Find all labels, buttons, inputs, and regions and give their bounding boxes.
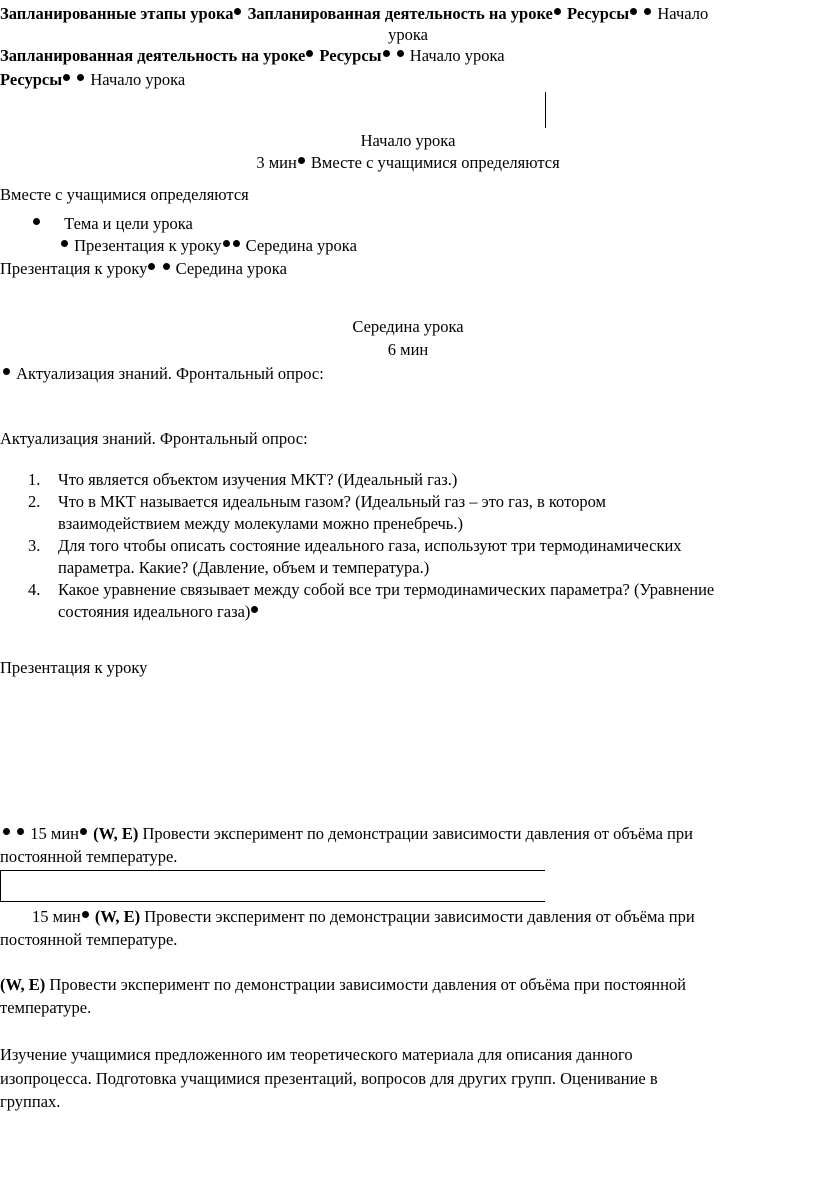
experiment-tag: (W, E)	[93, 824, 139, 843]
experiment-text: Провести эксперимент по демонстрации зависимости давления от объёма при	[142, 824, 693, 843]
header-start-word: урока	[388, 25, 428, 44]
start-text: Начало урока	[90, 70, 186, 89]
bullet-icon	[233, 240, 240, 247]
bullet-icon	[223, 240, 230, 247]
experiment-line-1	[2, 823, 693, 845]
bullet-icon	[554, 8, 561, 15]
middle-bullet-line	[2, 363, 324, 385]
question-text: состояния идеального газа)	[58, 602, 251, 621]
bullet-icon	[251, 606, 258, 613]
bullet-icon	[148, 263, 155, 270]
start-title-text: Начало урока	[360, 131, 456, 150]
list-item	[28, 579, 714, 623]
activity-title: Запланированная деятельность на уроке	[0, 46, 306, 65]
table-border	[0, 901, 545, 902]
list-item	[28, 469, 714, 491]
bullet-icon	[33, 218, 40, 225]
bullet-icon	[383, 50, 390, 57]
experiment-time: 15 мин	[30, 824, 79, 843]
header-activity-title: Запланированная деятельность на уроке	[247, 4, 553, 23]
start-activity: Вместе с учащимися определяются	[310, 153, 560, 172]
study-text: группах.	[0, 1092, 61, 1111]
header-start-text: Начало	[657, 4, 709, 23]
question-text: Какое уравнение связывает между собой все три термодинамических параметра? (Уравнение	[58, 580, 715, 599]
bullet-icon	[163, 263, 170, 270]
study-text: изопроцесса. Подготовка учащимися презентаций, вопросов для других групп. Оценивание в	[0, 1069, 658, 1088]
experiment-text: постоянной температуре.	[0, 930, 178, 949]
bullet-icon	[61, 240, 68, 247]
knowledge-update-paragraph: Актуализация знаний. Фронтальный опрос:	[0, 429, 308, 448]
resources-title: Ресурсы	[319, 46, 382, 65]
experiment-time: 15 мин	[32, 907, 81, 926]
experiment-tag: (W, E)	[0, 975, 46, 994]
study-line-3	[0, 1091, 60, 1113]
presentation-line	[0, 657, 147, 679]
knowledge-update-text: Актуализация знаний. Фронтальный опрос:	[16, 364, 324, 383]
middle-text: Середина урока	[175, 259, 287, 278]
start-text: Начало урока	[409, 46, 505, 65]
study-text: Изучение учащимися предложенного им теоретического материала для описания данного	[0, 1045, 633, 1064]
list-number: 4.	[28, 580, 41, 599]
start-paragraph-text: Вместе с учащимися определяются	[0, 185, 249, 204]
header-stage-title: Запланированные этапы урока	[0, 4, 234, 23]
list-item	[28, 535, 714, 579]
bullet-icon	[644, 8, 651, 15]
bullet-icon	[77, 74, 84, 81]
question-text: Что является объектом изучения МКТ? (Идеальный газ.)	[58, 470, 458, 489]
start-section-title	[0, 130, 816, 152]
bullet-icon	[3, 828, 10, 835]
list-number: 1.	[28, 470, 41, 489]
middle-text: Середина урока	[245, 236, 357, 255]
table-border	[545, 92, 546, 128]
bullet-icon	[17, 828, 24, 835]
bullet-icon	[306, 50, 313, 57]
bullet-icon	[397, 50, 404, 57]
bullet-icon	[82, 911, 89, 918]
list-number: 3.	[28, 536, 41, 555]
experiment-line-2	[0, 846, 177, 868]
middle-paragraph	[0, 428, 308, 450]
header-resources-title: Ресурсы	[567, 4, 630, 23]
experiment-text: температуре.	[0, 998, 92, 1017]
presentation-text: Презентация к уроку	[74, 236, 222, 255]
start-sub-line	[60, 235, 357, 257]
question-text: параметра. Какие? (Давление, объем и температура.)	[58, 558, 430, 577]
start-line	[0, 258, 287, 280]
bullet-icon	[63, 74, 70, 81]
experiment-text: постоянной температуре.	[0, 847, 178, 866]
middle-title-text: Середина урока	[352, 317, 464, 336]
topic-bullet-item	[32, 213, 193, 235]
experiment-line-5	[0, 974, 686, 996]
resources-title: Ресурсы	[0, 70, 63, 89]
middle-time	[0, 339, 816, 361]
experiment-line-4	[0, 929, 177, 951]
presentation-text: Презентация к уроку	[0, 658, 148, 677]
experiment-line-3	[32, 906, 695, 928]
middle-section-title	[0, 316, 816, 338]
question-text: Что в МКТ называется идеальным газом? (Идеальный газ – это газ, в котором	[58, 492, 606, 511]
study-line-2	[0, 1068, 658, 1090]
header-line-1	[0, 3, 708, 25]
header-line-4	[0, 69, 185, 91]
question-text: Для того чтобы описать состояние идеального газа, используют три термодинамических	[58, 536, 682, 555]
experiment-text: Провести эксперимент по демонстрации зависимости давления от объёма при	[144, 907, 695, 926]
study-line-1	[0, 1044, 633, 1066]
experiment-text: Провести эксперимент по демонстрации зависимости давления от объёма при постоянной	[49, 975, 687, 994]
list-item	[28, 491, 714, 535]
bullet-icon	[3, 368, 10, 375]
bullet-icon	[234, 8, 241, 15]
start-paragraph	[0, 184, 249, 206]
start-time: 3 мин	[256, 153, 297, 172]
bullet-icon	[298, 157, 305, 164]
table-border	[0, 870, 545, 871]
bullet-icon	[80, 828, 87, 835]
start-time-line	[0, 152, 816, 174]
table-border	[0, 870, 1, 902]
topic-text: Тема и цели урока	[64, 214, 193, 233]
header-line-3	[0, 45, 505, 67]
header-line-2	[0, 24, 816, 46]
question-text: взаимодействием между молекулами можно пренебречь.)	[58, 514, 463, 533]
bullet-icon	[630, 8, 637, 15]
experiment-line-6	[0, 997, 91, 1019]
experiment-tag: (W, E)	[94, 907, 141, 926]
questions-list	[28, 469, 714, 623]
list-number: 2.	[28, 492, 41, 511]
presentation-text: Презентация к уроку	[0, 259, 148, 278]
middle-time-text: 6 мин	[387, 340, 429, 359]
